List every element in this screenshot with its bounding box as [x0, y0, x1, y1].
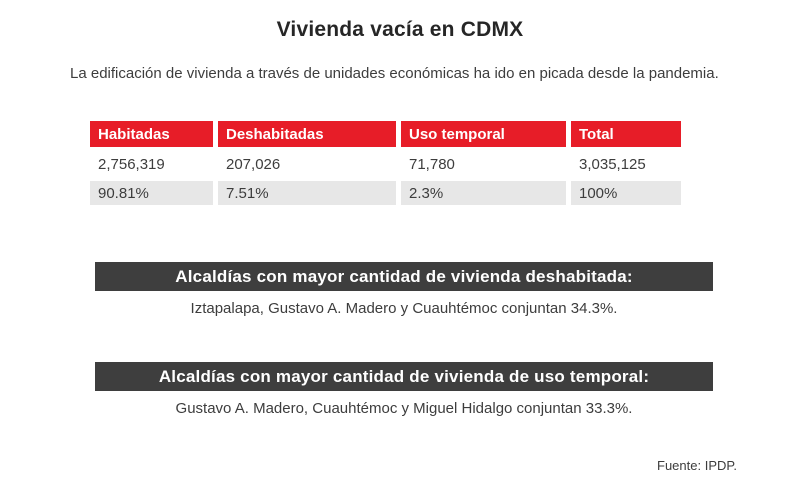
text-vivienda-deshabitada: Iztapalapa, Gustavo A. Madero y Cuauhtémoc conjuntan 34.3%. [190, 300, 618, 317]
table-cell-total-count: 3,035,125 [571, 149, 681, 179]
table-cell-total-percent: 100% [571, 181, 681, 205]
table-cell-deshabitadas-percent: 7.51% [218, 181, 396, 205]
table-cell-uso-temporal-count: 71,780 [401, 149, 566, 179]
table-cell-habitadas-percent: 90.81% [90, 181, 213, 205]
page-title: Vivienda vacía en CDMX [276, 18, 524, 41]
table-cell-uso-temporal-percent: 2.3% [401, 181, 566, 205]
housing-data-table [90, 121, 681, 205]
source-credit: Fuente: IPDP. [657, 458, 737, 473]
table-header-uso-temporal: Uso temporal [401, 121, 566, 147]
banner-vivienda-deshabitada: Alcaldías con mayor cantidad de vivienda deshabitada: [95, 262, 713, 291]
table-cell-deshabitadas-count: 207,026 [218, 149, 396, 179]
table-cell-habitadas-count: 2,756,319 [90, 149, 213, 179]
table-header-total: Total [571, 121, 681, 147]
table-header-habitadas: Habitadas [90, 121, 213, 147]
page-subtitle: La edificación de vivienda a través de unidades económicas ha ido en picada desde la pandemia. [70, 65, 719, 82]
table-header-deshabitadas: Deshabitadas [218, 121, 396, 147]
banner-vivienda-uso-temporal: Alcaldías con mayor cantidad de vivienda de uso temporal: [95, 362, 713, 391]
text-vivienda-uso-temporal: Gustavo A. Madero, Cuauhtémoc y Miguel Hidalgo conjuntan 33.3%. [175, 400, 633, 417]
